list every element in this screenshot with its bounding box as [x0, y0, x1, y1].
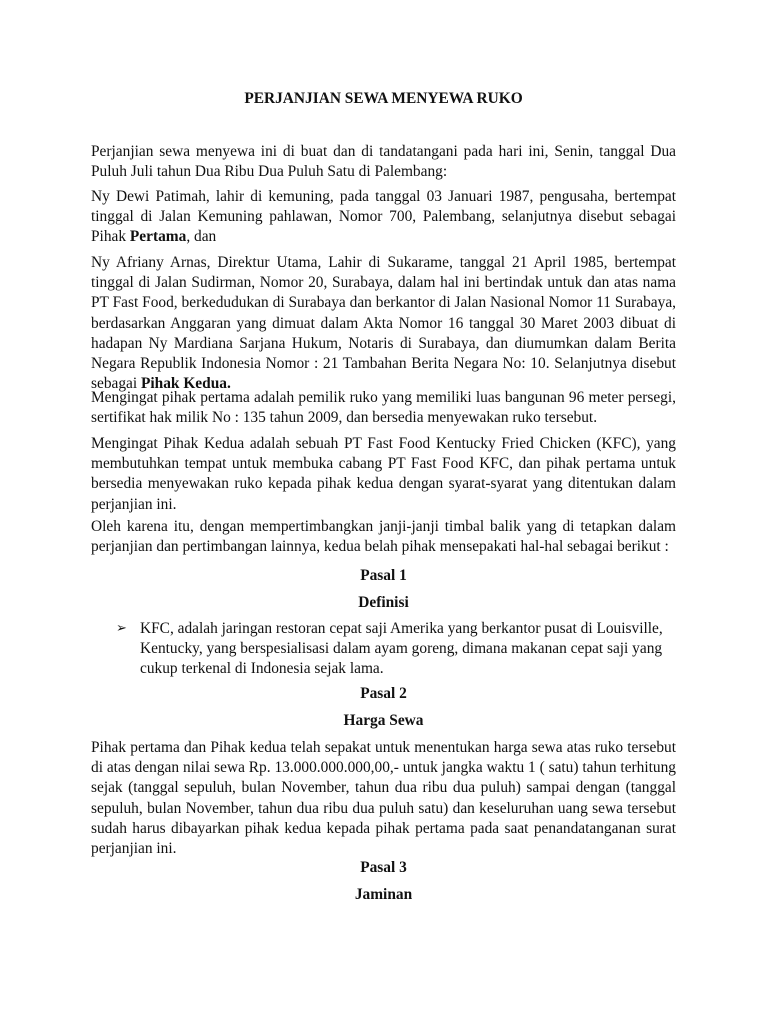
rental-price-paragraph: Pihak pertama dan Pihak kedua telah sepakat untuk menentukan harga sewa atas ruko tersebut di atas dengan nilai sewa Rp. 13.000.000.000,00,- untuk jangka waktu 1 ( satu) tahun terhitung sejak (tanggal sepuluh, bulan November, tahun dua ribu dua puluh) sampai dengan (tanggal sepuluh, bulan November, tahun dua ribu dua puluh satu) dan keseluruhan uang sewa tersebut sudah harus dibayarkan pihak kedua kepada pihak pertama pada saat penandatanganan surat perjanjian ini. [91, 739, 676, 858]
considering-second-party-paragraph: Mengingat Pihak Kedua adalah sebuah PT Fast Food Kentucky Fried Chicken (KFC), yang membutuhkan tempat untuk membuka cabang PT Fast Food KFC, dan pihak pertama untuk bersedia menyewakan ruko kepada pihak kedua dengan syarat-syarat yang ditentukan dalam perjanjian ini. [91, 435, 676, 513]
considering-first-party-paragraph: Mengingat pihak pertama adalah pemilik ruko yang memiliki luas bangunan 96 meter persegi, sertifikat hak milik No : 135 tahun 2009, dan bersedia menyewakan ruko tersebut. [91, 389, 676, 427]
first-party-label: Pertama [129, 228, 187, 246]
pasal-3-title: Jaminan [354, 886, 413, 903]
opening-paragraph: Perjanjian sewa menyewa ini di buat dan di tandatangani pada hari ini, Senin, tanggal Dua Puluh Juli tahun Dua Ribu Dua Puluh Satu di Palembang: [91, 143, 676, 181]
second-party-label: Pihak Kedua. [141, 375, 231, 393]
second-party-text: Ny Afriany Arnas, Direktur Utama, Lahir di Sukarame, tanggal 21 April 1985, bertempat tinggal di Jalan Sudirman, Nomor 20, Surabaya, dalam hal ini bertindak untuk dan atas nama PT Fast Food, berkedudukan di Surabaya dan berkantor di Jalan Nasional Nomor 11 Surabaya, berdasarkan Anggaran yang dimuat dalam Akta Nomor 16 tanggal 30 Maret 2003 dibuat di hadapan Ny Mardiana Sarjana Hukum, Notaris di Surabaya, dan diumumkan dalam Berita Negara Republik Indonesia Nomor : 21 Tambahan Berita Negara No: 10. Selanjutnya disebut sebagai [91, 254, 676, 393]
pasal-1-heading: Pasal 1 [360, 567, 407, 584]
first-party-text: Ny Dewi Patimah, lahir di kemuning, pada tanggal 03 Januari 1987, pengusaha, bertempat tinggal di Jalan Kemuning pahlawan, Nomor 700, Palembang, selanjutnya disebut sebagai Pihak [91, 188, 676, 246]
document-title: PERJANJIAN SEWA MENYEWA RUKO [244, 90, 523, 107]
pasal-3-heading: Pasal 3 [360, 859, 407, 876]
second-party-paragraph [91, 253, 676, 394]
first-party-tail: , dan [186, 228, 217, 246]
agreement-intro-paragraph: Oleh karena itu, dengan mempertimbangkan janji-janji timbal balik yang di tetapkan dalam perjanjian dan pertimbangan lainnya, kedua belah pihak mensepakati hal-hal sebagai berikut : [91, 518, 676, 556]
first-party-paragraph [91, 187, 676, 248]
pasal-2-heading: Pasal 2 [360, 685, 407, 702]
pasal-2-title: Harga Sewa [343, 712, 424, 729]
arrow-bullet-icon: ➢ [116, 621, 127, 636]
pasal-1-title: Definisi [358, 594, 409, 611]
definition-text: KFC, adalah jaringan restoran cepat saji Amerika yang berkantor pusat di Louisville, Kentucky, yang berspesialisasi dalam ayam goreng, dimana makanan cepat saji yang cukup terkenal di Indonesia sejak lama. [140, 620, 663, 678]
